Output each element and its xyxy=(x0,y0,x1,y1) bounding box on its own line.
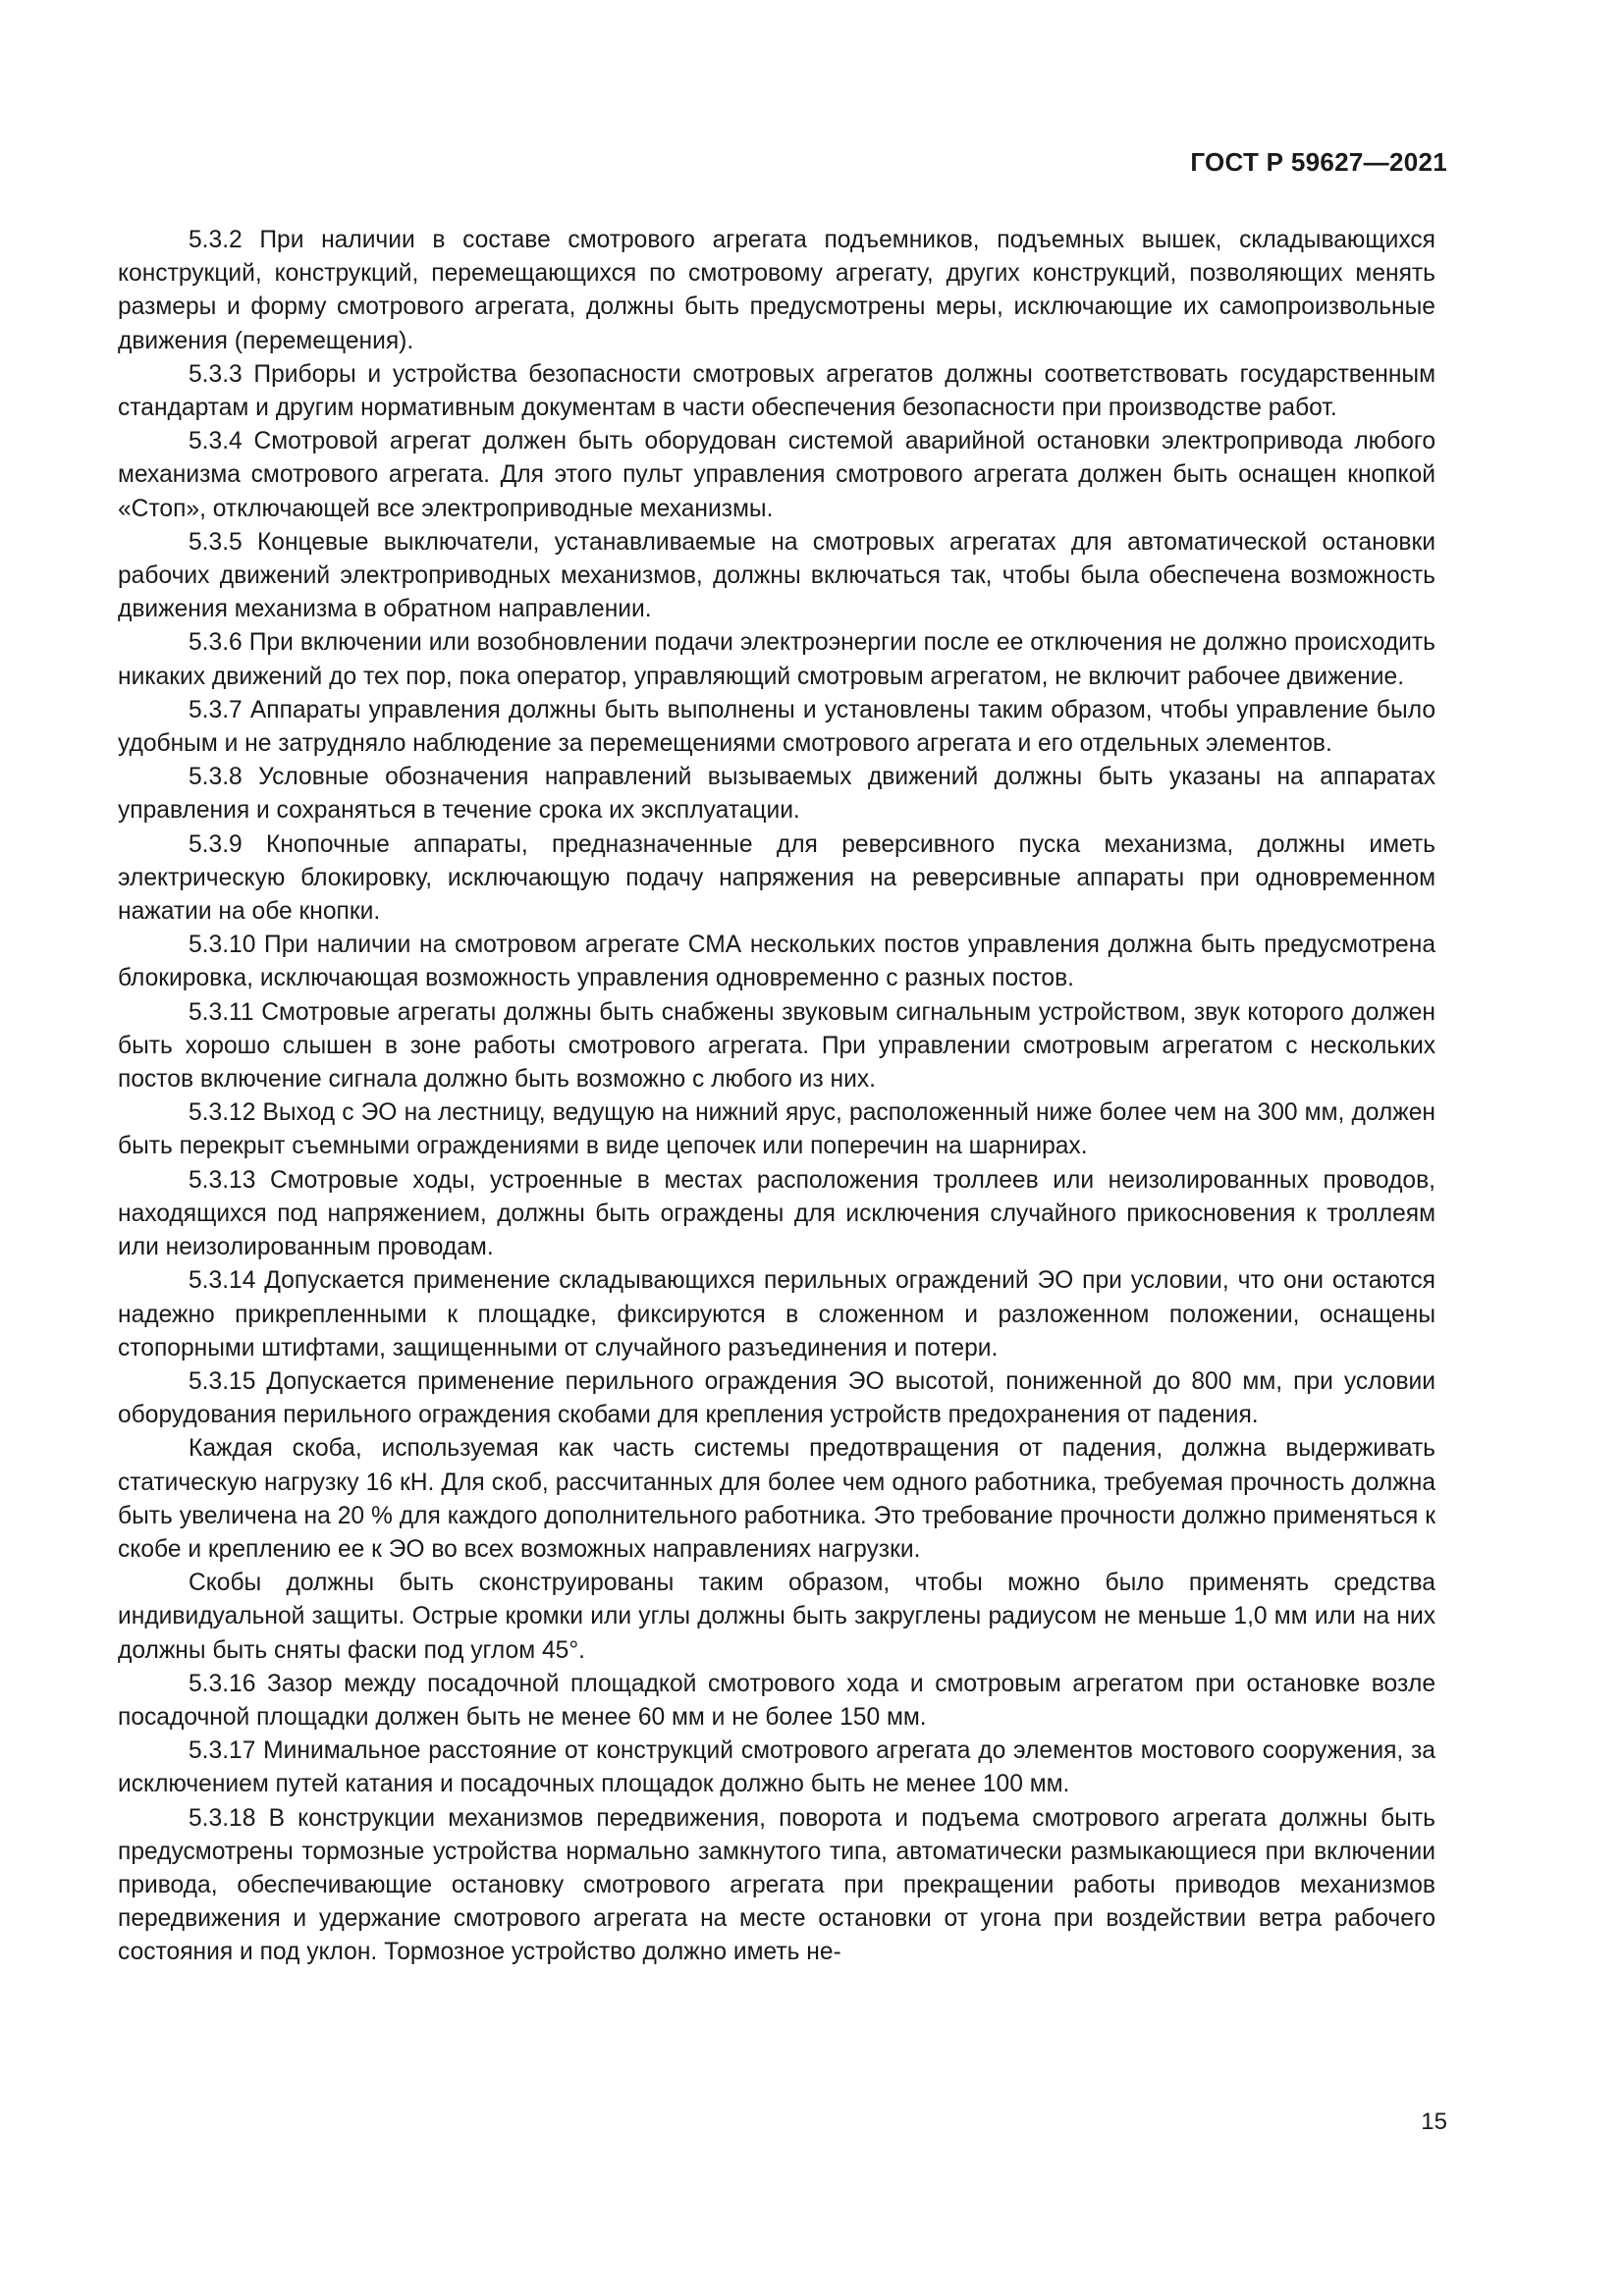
paragraph-5-3-2: 5.3.2 При наличии в составе смотрового агрегата подъемников, подъемных вышек, складывающихся конструкций, конструкций, перемещающихся по смотровому агрегату, других конструкций, позволяющих менять размеры и форму смотрового агрегата, должны быть предусмотрены меры, исключающие их самопроизвольные движения (перемещения). xyxy=(118,227,1435,354)
document-body xyxy=(118,224,1435,1970)
paragraph-bracket-design: Скобы должны быть сконструированы таким образом, чтобы можно было применять средства индивидуальной защиты. Острые кромки или углы должны быть закруглены радиусом не меньше 1,0 мм или на них должны быть сняты фаски под углом 45°. xyxy=(118,1570,1435,1664)
page-number: 15 xyxy=(1421,2109,1447,2135)
paragraph-5-3-12: 5.3.12 Выход с ЭО на лестницу, ведущую на нижний ярус, расположенный ниже более чем на 300 мм, должен быть перекрыт съемными ограждениями в виде цепочек или поперечин на шарнирах. xyxy=(118,1099,1435,1160)
paragraph-5-3-4: 5.3.4 Смотровой агрегат должен быть оборудован системой аварийной остановки электропривода любого механизма смотрового агрегата. Для этого пульт управления смотрового агрегата должен быть оснащен кнопкой «Стоп», отключающей все электроприводные механизмы. xyxy=(118,428,1435,522)
paragraph-5-3-3: 5.3.3 Приборы и устройства безопасности смотровых агрегатов должны соответствовать государственным стандартам и другим нормативным документам в части обеспечения безопасности при производстве работ. xyxy=(118,360,1435,422)
paragraph-5-3-11: 5.3.11 Смотровые агрегаты должны быть снабжены звуковым сигнальным устройством, звук которого должен быть хорошо слышен в зоне работы смотрового агрегата. При управлении смотровым агрегатом с нескольких постов включение сигнала должно быть возможно с любого из них. xyxy=(118,998,1435,1094)
paragraph-5-3-10: 5.3.10 При наличии на смотровом агрегате СМА нескольких постов управления должна быть предусмотрена блокировка, исключающая возможность управления одновременно с разных постов. xyxy=(118,932,1435,992)
paragraph-bracket-load: Каждая скоба, используемая как часть системы предотвращения от падения, должна выдерживать статическую нагрузку 16 кН. Для скоб, рассчитанных для более чем одного работника, требуемая прочность должна быть увеличена на 20 % для каждого дополнительного работника. Это требование прочности должно применяться к скобе и креплению ее к ЭО во всех возможных направлениях нагрузки. xyxy=(118,1435,1435,1563)
standard-code-header: ГОСТ Р 59627—2021 xyxy=(1190,147,1447,177)
paragraph-5-3-13: 5.3.13 Смотровые ходы, устроенные в местах расположения троллеев или неизолированных проводов, находящихся под напряжением, должны быть ограждены для исключения случайного прикосновения к троллеям или неизолированным проводам. xyxy=(118,1166,1435,1261)
paragraph-5-3-18: 5.3.18 В конструкции механизмов передвижения, поворота и подъема смотрового агрегата должны быть предусмотрены тормозные устройства нормально замкнутого типа, автоматически размыкающиеся при включении привода, обеспечивающие остановку смотрового агрегата при прекращении работы приводов механизмов передвижения и удержание смотрового агрегата на месте остановки от угона при воздействии ветра рабочего состояния и под уклон. Тормозное устройство должно иметь не- xyxy=(118,1804,1435,1966)
paragraph-5-3-8: 5.3.8 Условные обозначения направлений вызываемых движений должны быть указаны на аппаратах управления и сохраняться в течение срока их эксплуатации. xyxy=(118,764,1435,825)
paragraph-5-3-7: 5.3.7 Аппараты управления должны быть выполнены и установлены таким образом, чтобы управление было удобным и не затрудняло наблюдение за перемещениями смотрового агрегата и его отдельных элементов. xyxy=(118,696,1435,758)
paragraph-5-3-16: 5.3.16 Зазор между посадочной площадкой смотрового хода и смотровым агрегатом при остановке возле посадочной площадки должен быть не менее 60 мм и не более 150 мм. xyxy=(118,1670,1435,1731)
paragraph-5-3-14: 5.3.14 Допускается применение складывающихся перильных ограждений ЭО при условии, что они остаются надежно прикрепленными к площадке, фиксируются в сложенном и разложенном положении, оснащены стопорными штифтами, защищенными от случайного разъединения и потери. xyxy=(118,1267,1435,1362)
paragraph-5-3-9: 5.3.9 Кнопочные аппараты, предназначенные для реверсивного пуска механизма, должны иметь электрическую блокировку, исключающую подачу напряжения на реверсивные аппараты при одновременном нажатии на обе кнопки. xyxy=(118,830,1435,926)
paragraph-5-3-6: 5.3.6 При включении или возобновлении подачи электроэнергии после ее отключения не должно происходить никаких движений до тех пор, пока оператор, управляющий смотровым агрегатом, не включит рабочее движение. xyxy=(118,629,1435,690)
paragraph-5-3-17: 5.3.17 Минимальное расстояние от конструкций смотрового агрегата до элементов мостового сооружения, за исключением путей катания и посадочных площадок должно быть не менее 100 мм. xyxy=(118,1737,1435,1798)
paragraph-5-3-15: 5.3.15 Допускается применение перильного ограждения ЭО высотой, пониженной до 800 мм, при условии оборудования перильного ограждения скобами для крепления устройств предохранения от падения. xyxy=(118,1367,1435,1429)
paragraph-5-3-5: 5.3.5 Концевые выключатели, устанавливаемые на смотровых агрегатах для автоматической остановки рабочих движений электроприводных механизмов, должны включаться так, чтобы была обеспечена возможность движения механизма в обратном направлении. xyxy=(118,528,1435,623)
